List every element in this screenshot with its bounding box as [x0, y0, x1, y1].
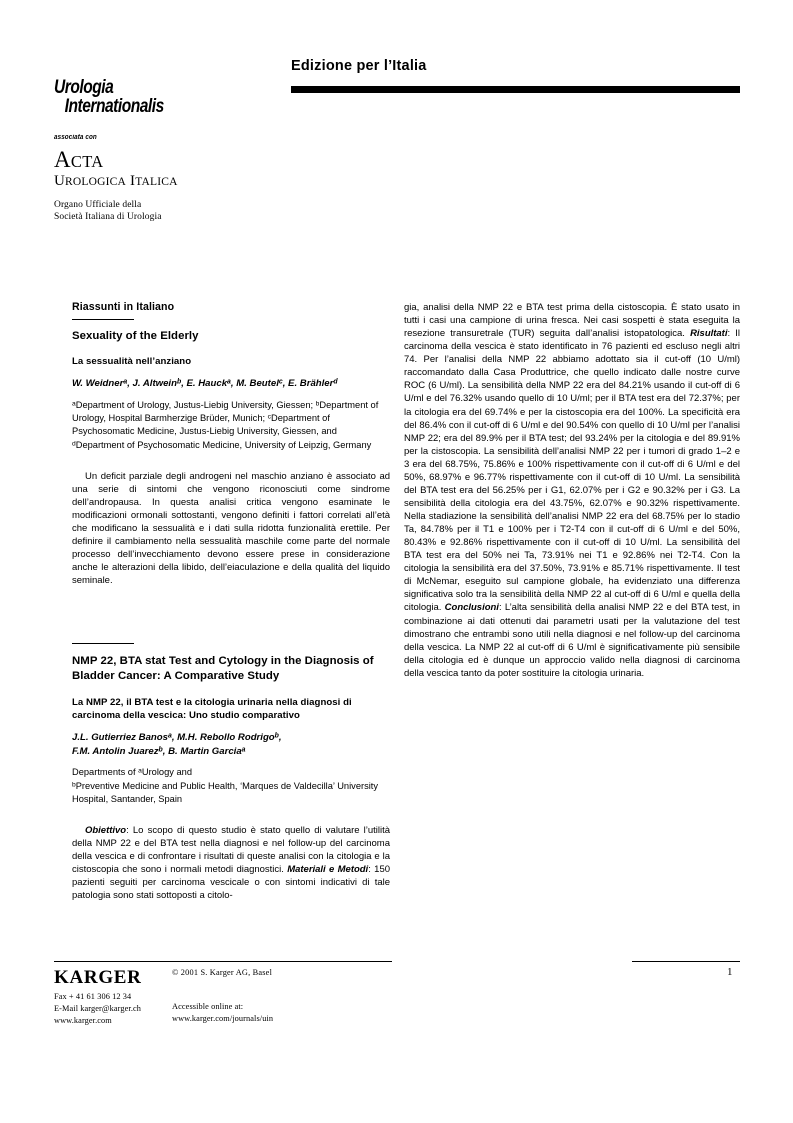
- article-spacer: [72, 587, 390, 643]
- fax-line: Fax + 41 61 306 12 34: [54, 992, 132, 1001]
- affiliation-marker: c: [278, 378, 283, 386]
- associated-with-label: associata con: [54, 133, 97, 141]
- affiliation-marker: b: [158, 746, 163, 754]
- organo-line1: Organo Ufficiale della: [54, 199, 142, 210]
- page-number: 1: [727, 966, 733, 978]
- affiliation-marker: a: [72, 400, 76, 408]
- journal-masthead: [54, 78, 284, 224]
- journal-logo-line2: Internationalis: [64, 96, 164, 118]
- organo-line2: Società Italiana di Urologia: [54, 212, 162, 223]
- article-1-affiliations: $^a$Department of Urology, Justus-Liebig University, Giessen; $^b$Department of Urology, Hospital Barmherzige Brüder, Munich; $^c$Department of Psychosomatic Medicine, Justus-Liebig University, Giessen, and $^d$Department of Psychosomatic Medicine, University of Leipzig, Germany: [72, 400, 379, 450]
- affiliation-marker: d: [72, 440, 76, 448]
- article-1-title-it: La sessualità nell’anziano: [72, 356, 192, 368]
- affiliation-marker: a: [241, 746, 246, 754]
- article-2-abstract: Obiettivo: Lo scopo di questo studio è stato quello di valutare l’utilità della NMP 22 e del BTA test nella diagnosi e nel follow-up del carcinoma della vescica e di confrontare i risultati di queste analisi con la citologia e la cistoscopia che sono i normali metodi diagnostici. Materiali e Metodi: 150 pazienti seguiti per carcinoma vescicale o con sintomi indicativi di tale patologia sono stati sottoposti a citolo-: [72, 824, 390, 902]
- affiliation-marker: a: [123, 378, 128, 386]
- affiliation-marker: b: [315, 400, 320, 408]
- accessible-online-url: www.karger.com/journals/uin: [172, 1013, 274, 1023]
- article-2-authors: J.L. Gutierriez Banos$^a$, M.H. Rebollo Rodrigo$^b$, F.M. Antolin Juarez$^b$, B. Martin Garcia$^a$: [72, 732, 282, 757]
- article-1-title-en: Sexuality of the Elderly: [72, 330, 199, 342]
- affiliation-marker: b: [72, 780, 76, 788]
- footer-divider-left: [54, 961, 392, 962]
- acta-subtitle-cap2: I: [130, 172, 136, 189]
- acta-subtitle-cap1: U: [54, 172, 66, 189]
- header-divider-bar: [291, 86, 740, 93]
- article-2-divider-rule: [72, 643, 134, 644]
- abstract-label-materiali: Materiali e Metodi: [287, 864, 369, 876]
- karger-logo: KARGER: [54, 967, 142, 988]
- email-line: E-Mail karger@karger.ch: [54, 1003, 142, 1013]
- article-2-title-it: La NMP 22, il BTA test e la citologia urinaria nella diagnosi di carcinoma della vescica: Uno studio comparativo: [72, 696, 352, 721]
- section-title-riassunti: Riassunti in Italiano: [72, 301, 175, 313]
- acta-title-cap: A: [54, 146, 71, 172]
- acta-subtitle-rest1: ROLOGICA: [65, 175, 127, 188]
- affiliation-marker: a: [167, 732, 172, 740]
- website-line: www.karger.com: [54, 1015, 112, 1025]
- left-column: [72, 301, 390, 902]
- abstract-label-obiettivo: Obiettivo: [85, 824, 127, 836]
- affiliation-marker: b: [274, 732, 279, 740]
- affiliation-marker: d: [333, 378, 338, 386]
- abstract-label-conclusioni: Conclusioni: [444, 602, 499, 614]
- article-1-abstract: Un deficit parziale degli androgeni nel maschio anziano è associato ad una serie di sintomi che vengono riconosciuti come sindrome dell’andropausa. In questa analisi critica vengono esaminate le modificazioni ormonali sottostanti, vengono definiti i fattori correlati all’età che modificano la sessualità e i dati sulla ridotta funzionalità erettile. Per definire il cambiamento nella sessualità maschile come parte del normale processo dell’invecchiamento devono essere prese in considerazione anche le alterazioni della libido, dell’eiaculazione e della qualità del liquido seminale.: [72, 470, 390, 587]
- article-2-affiliations: Departments of $^a$Urology and $^b$Preventive Medicine and Public Health, ‘Marques de Valdecilla’ University Hospital, Santander, Spain: [72, 767, 379, 804]
- journal-logo-line1: Urologia: [54, 77, 114, 98]
- article-2-title-en: NMP 22, BTA stat Test and Cytology in the Diagnosis of Bladder Cancer: A Comparative Study: [72, 655, 374, 683]
- online-access-info: [172, 1001, 273, 1025]
- acta-subtitle: [54, 173, 284, 190]
- article-1: [72, 329, 390, 587]
- copyright-notice: © 2001 S. Karger AG, Basel: [172, 968, 273, 977]
- acta-subtitle-rest2: TALICA: [135, 175, 178, 188]
- accessible-online-label: Accessible online at:: [172, 1002, 244, 1011]
- affiliation-marker: b: [176, 378, 182, 386]
- edition-title: Edizione per l’Italia: [291, 58, 427, 74]
- affiliation-marker: a: [227, 378, 231, 386]
- affiliation-marker: a: [138, 767, 142, 775]
- section-divider-rule: [72, 319, 134, 320]
- article-1-authors: W. Weidner$^a$, J. Altwein$^b$, E. Hauck$^a$, M. Beutel$^c$, E. Brähler$^d$: [72, 378, 338, 390]
- acta-title: [54, 148, 284, 171]
- publisher-contact: [54, 991, 141, 1026]
- acta-title-rest: CTA: [70, 151, 104, 171]
- article-2: [72, 643, 390, 902]
- affiliation-marker: c: [267, 413, 272, 421]
- abstract-label-risultati: Risultati: [690, 328, 728, 340]
- organo-text: [54, 199, 284, 224]
- footer-divider-right: [632, 961, 740, 962]
- right-column: [404, 301, 740, 680]
- journal-logo: [54, 78, 243, 117]
- article-2-abstract-continued: gia, analisi della NMP 22 e BTA test prima della cistoscopia. È stato usato in tutti i casi una campione di urina fresca. Nei casi sospetti è stata eseguita la resezione transuretrale (TUR) seguita dall’analisi istopatologica. Risultati: Il carcinoma della vescica è stato identificato in 76 pazienti ed escluso negli altri 74. Per l’analisi della NMP 22 abbiamo adottato sia il cut-off (10 U/ml) raccomandato dalla Casa Produttrice, che quello indicato dalle nostre curve ROC (6 U/ml). La sensibilità della NMP 22 era del 84.21% usando il cut-off di 6 U/ml e del 76.32% usando quello di 10 U/ml; per il BTA test era del 72.37%; per la citologia era del 69.74% e per la cistoscopia era del 100%. La specificità era del 86.4% con il cut-off di 6 U/ml e del 90.54% con quello di 10 U/ml per l’analisi NMP 22; era del 89.9% per il BTA test; del 93.24% per la citologia e del 89.91% per la cistoscopia. La sensibilità dell’analisi NMP 22 per i tumori di grado 1–2 e 3 era del 68.75%, 75.86% e 100% rispettivamente con il cut-off di 6 U/ml e del 50%, 68.97% e 96.77% rispettivamente con il cut-off di 10 U/ml. La sensibilità del BTA test era del 56.25% per i G1, 62.07% per i G2 e 90.32% per i G3. La sensibilità della citologia era del 43.75%, 62.07% e 90.32% rispettivamente. Nella stadiazione la sensibilità dell’analisi NMP 22 era del 68.75% per lo stadio Ta, 84.78% per il T1 e 100% per i T2-T4 con il cut-off di 6 U/ml e del 50%, 80.43% e 92.86% rispettivamente con il cut-off di 10 U/ml. La sensibilità del BTA test era del 50% nei Ta, 73.91% nei T1 e 92.86% nei T2-T4. Con la citologia la sensibilità era del 37.50%, 73.91% e 85.71% rispettivamente. Il test di McNemar, eseguito sul campione globale, ha evidenziato una differenza significativa solo tra la sensibilità della NMP 22 al cut-off di 6 U/ml e quella della citologia. Conclusioni: L’alta sensibilità della analisi NMP 22 e del BTA test, in combinazione ai dati ottenuti dai parametri usati per la valutazione del test dimostrano che entrambi sono utili nella diagnosi e nel follow-up del carcinoma della vescica. La NMP 22 al cut-off di 6 U/ml è significativamente più sensibile della citologia ed è dunque un approccio valido nella diagnosi di carcinoma della vescica tanto da poter sostituire la citologia urinaria.: [404, 302, 740, 679]
